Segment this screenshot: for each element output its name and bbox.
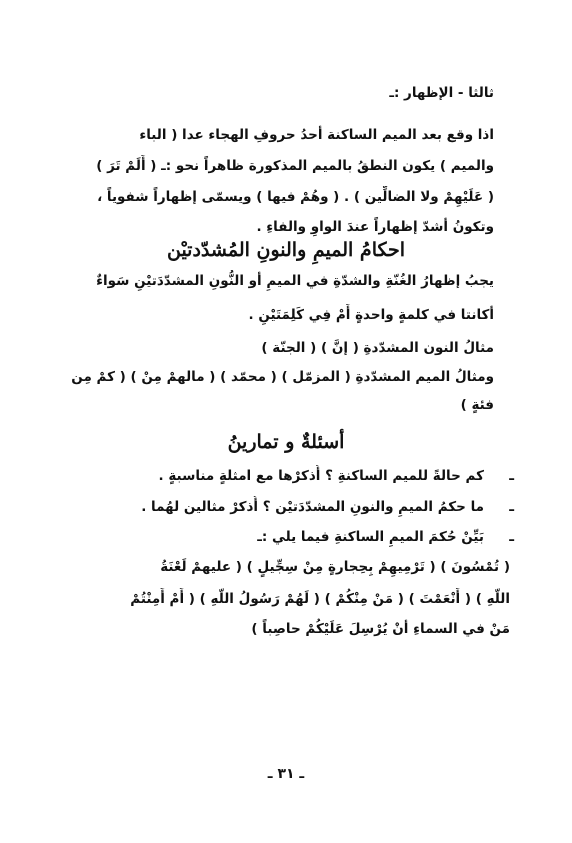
shadda-heading: احكامُ الميمِ والنونِ المُشدّدتيْن	[166, 239, 405, 261]
question-text: ما حكمُ الميمِ والنونِ المشدّدَتيْن ؟ أُذكرْ مثالين لهُما .	[141, 499, 484, 515]
question-text: كم حالةً للميم الساكنةِ ؟ أُذكرْها مع امثلةٍ مناسبةٍ .	[158, 468, 484, 484]
ezhar-line-1: اذا وقع بعد الميم الساكنة أحدُ حروفِ الهجاء عدا ( الباء	[139, 127, 494, 143]
shadda-line-4: ومثالُ الميم المشدّدةِ ( المزمّل ) ( محمّد ) ( مالهمْ مِنْ ) ( كمْ مِن	[71, 369, 494, 385]
question-dash: ـ	[509, 529, 514, 545]
exercises-heading: أسئلةٌ و تمارينُ	[227, 431, 345, 453]
question-item	[48, 465, 514, 487]
ezhar-line-4: وتكونُ أشدّ إظهاراً عندَ الواوِ والفاءِ .	[256, 219, 494, 235]
section-title: ثالثا - الإظهار :ـ	[389, 85, 494, 101]
shadda-line-3: مثالُ النون المشدّدةِ ( إنَّ ) ( الجنّة )	[261, 340, 494, 356]
exercise-line-3: مَنْ في السماءِ أنْ يُرْسِلَ عَلَيْكُمْ حاصِباً )	[251, 621, 510, 637]
page-number: ـ ٣١ ـ	[267, 766, 305, 782]
ezhar-line-3: ( عَلَيْهِمْ ولا الضالِّين ) . ( وهُمْ فيها ) ويسمّى إظهاراً شفوياً ،	[97, 189, 494, 205]
shadda-line-5: فئةٍ )	[460, 397, 494, 413]
shadda-line-1: يجبُ إظهارُ الغُنّةِ والشدّةِ في الميمِ أو النُّونِ المشدّدَتيْنِ سَواءٌ	[96, 273, 494, 289]
question-text: بَيِّنْ حُكمَ الميمِ الساكنةِ فيما يلي :ـ	[257, 529, 484, 545]
exercise-line-2: اللّهِ ) ( أَنْعَمْتَ ) ( مَنْ مِنْكُمْ ) ( لَهُمْ رَسُولُ اللّهِ ) ( أَمْ أَمِنْتُمْ	[130, 591, 510, 607]
question-item	[48, 526, 514, 548]
shadda-line-2: أكانتا في كلمةٍ واحدةٍ أَمْ فِي كَلِمَتَيْنِ .	[248, 307, 494, 323]
question-dash: ـ	[509, 468, 514, 484]
exercise-line-1: ( تُمْسُونَ ) ( تَرْمِيهِمْ بِحِجارةٍ مِنْ سِجِّيلٍ ) ( عليهمْ لَعْنَةُ	[160, 559, 510, 575]
question-dash: ـ	[509, 499, 514, 515]
ezhar-line-2: والميم ) يكون النطقُ بالميم المذكورة ظاهراً نحو :ـ ( أَلَمْ تَرَ )	[96, 158, 494, 174]
question-item	[48, 496, 514, 518]
